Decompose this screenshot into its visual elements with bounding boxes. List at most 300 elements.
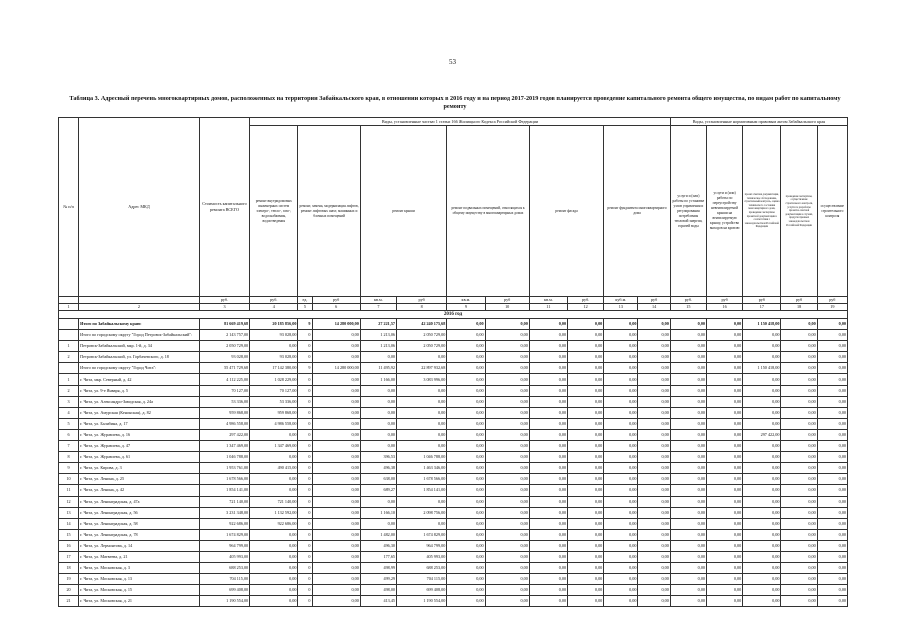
row-value-cell: 2 050 729,00	[199, 341, 249, 352]
row-address: г. Чита, ул. Матвеева, д. 21	[79, 551, 200, 562]
row-value-cell: 0,00	[670, 574, 706, 585]
row-value-cell: 0,00	[817, 574, 847, 585]
row-address: г. Чита, ул. Московская, д. 3	[79, 563, 200, 574]
row-value-cell: 0,00	[360, 352, 396, 363]
row-value-cell: 0,00	[670, 363, 706, 374]
row-value-cell: 0,00	[638, 352, 670, 363]
column-index-cell: 10	[485, 304, 529, 311]
row-value-cell: 1 463 346,00	[397, 463, 447, 474]
row-value-cell: 297 422,00	[199, 429, 249, 440]
header-address: Адрес МКД	[79, 118, 200, 297]
row-value-cell: 0,00	[312, 352, 360, 363]
row-value-cell: 42 240 175,68	[397, 319, 447, 330]
row-value-cell: 0,00	[707, 540, 743, 551]
row-value-cell: 0,00	[397, 441, 447, 452]
row-value-cell: 0,00	[604, 563, 638, 574]
column-index-cell: 17	[743, 304, 781, 311]
row-value-cell: 0,00	[312, 452, 360, 463]
row-value-cell: 0,00	[817, 441, 847, 452]
row-value-cell: 959 868,00	[199, 407, 249, 418]
row-value-cell: 0,00	[250, 596, 298, 607]
row-number: 21	[59, 596, 79, 607]
row-value-cell: 0,00	[638, 496, 670, 507]
row-value-cell: 0,00	[817, 352, 847, 363]
row-value-cell: 0,00	[568, 441, 604, 452]
row-value-cell: 0,00	[638, 463, 670, 474]
header-meters: услуги и (или) работы по установке узлов управления и регулирования потребления тепловой энергии, горячей воды	[670, 126, 706, 297]
row-value-cell: 0,00	[781, 585, 817, 596]
header-engineering: ремонт внутридомовых инженерных систем электро-, тепло-, газо-, водоснабжения, водоотведения	[250, 126, 298, 297]
row-value-cell: 0,00	[604, 374, 638, 385]
row-value-cell: 0,00	[781, 474, 817, 485]
row-value-cell: 0,00	[743, 574, 781, 585]
row-value-cell: 0,00	[817, 551, 847, 562]
row-value-cell: 0,00	[485, 452, 529, 463]
row-value-cell: 0,00	[743, 374, 781, 385]
row-value-cell: 0	[298, 529, 312, 540]
row-value-cell: 704 115,00	[199, 574, 249, 585]
row-value-cell: 0,00	[250, 540, 298, 551]
row-value-cell: 490 415,00	[250, 463, 298, 474]
table-row	[59, 529, 848, 540]
row-value-cell: 0,00	[312, 330, 360, 341]
row-value-cell: 0,00	[529, 563, 567, 574]
row-address: г. Чита, ул. Ленинградская, д. 56	[79, 507, 200, 518]
column-index-cell: 1	[59, 304, 79, 311]
row-value-cell: 0,00	[707, 563, 743, 574]
row-value-cell: 0,00	[568, 463, 604, 474]
row-address: г. Чита, ул. Ленинградская, д. 78	[79, 529, 200, 540]
row-value-cell: 0,00	[707, 429, 743, 440]
row-value-cell: 0,00	[743, 585, 781, 596]
row-value-cell: 22 897 932,68	[397, 363, 447, 374]
row-value-cell: 0,00	[568, 540, 604, 551]
row-value-cell: 0,00	[604, 407, 638, 418]
row-value-cell: 0,00	[250, 485, 298, 496]
row-value-cell: 0,00	[568, 496, 604, 507]
row-value-cell: 0,00	[781, 441, 817, 452]
row-value-cell: 0,00	[604, 363, 638, 374]
row-value-cell: 0,00	[529, 374, 567, 385]
table-row	[59, 429, 848, 440]
row-value-cell: 0,00	[529, 418, 567, 429]
row-value-cell: 0,00	[743, 529, 781, 540]
row-value-cell: 0,00	[447, 441, 485, 452]
row-value-cell: 0,00	[707, 574, 743, 585]
row-number: 5	[59, 418, 79, 429]
row-value-cell: 0	[298, 551, 312, 562]
row-value-cell: 0,00	[447, 429, 485, 440]
row-value-cell: 0,00	[568, 518, 604, 529]
row-value-cell: 0,00	[743, 540, 781, 551]
row-value-cell: 0,00	[604, 474, 638, 485]
row-value-cell: 0,00	[670, 551, 706, 562]
row-value-cell: 70 127,00	[199, 385, 249, 396]
row-value-cell: 0,00	[312, 463, 360, 474]
column-index-cell: 6	[312, 304, 360, 311]
row-value-cell: 0,00	[250, 563, 298, 574]
row-value-cell: 2 050 729,00	[397, 341, 447, 352]
row-value-cell: 1 347 469,00	[199, 441, 249, 452]
row-number: 3	[59, 396, 79, 407]
row-value-cell: 0,00	[638, 363, 670, 374]
row-value-cell: 0,00	[743, 385, 781, 396]
row-address: г. Чита, ул. Александро-Заводская, д. 24а	[79, 396, 200, 407]
row-value-cell: 0,00	[250, 474, 298, 485]
row-value-cell: 0,00	[638, 551, 670, 562]
row-value-cell: 0,00	[781, 551, 817, 562]
row-value-cell: 0,00	[529, 551, 567, 562]
row-value-cell: 0,00	[817, 407, 847, 418]
row-value-cell: 0,00	[707, 596, 743, 607]
row-value-cell: 0,00	[397, 396, 447, 407]
header-group-law: Виды, установленные частью 1 статьи 166 Жилищного Кодекса Российской Федерации	[250, 118, 671, 126]
row-value-cell: 11 495,92	[360, 363, 396, 374]
row-value-cell: 0,00	[638, 407, 670, 418]
row-number: 13	[59, 507, 79, 518]
row-value-cell: 499,29	[360, 574, 396, 585]
row-number: 11	[59, 485, 79, 496]
row-value-cell: 0,00	[707, 507, 743, 518]
row-value-cell: 964 799,00	[199, 540, 249, 551]
row-value-cell: 396,53	[360, 452, 396, 463]
unit-cell: руб	[312, 297, 360, 304]
row-value-cell: 0,00	[781, 407, 817, 418]
row-value-cell: 0	[298, 452, 312, 463]
row-value-cell: 0,00	[485, 485, 529, 496]
row-value-cell: 0,00	[604, 574, 638, 585]
row-value-cell: 0,00	[817, 319, 847, 330]
row-value-cell: 0,00	[529, 474, 567, 485]
column-index-cell: 13	[604, 304, 638, 311]
row-value-cell: 498,99	[360, 563, 396, 574]
row-number: 19	[59, 574, 79, 585]
row-value-cell: 93 028,00	[250, 330, 298, 341]
row-value-cell: 0,00	[568, 551, 604, 562]
row-value-cell: 0,00	[529, 485, 567, 496]
row-value-cell: 0,00	[707, 585, 743, 596]
header-basement: ремонт подвальных помещений, относящихся к общему имуществу в многоквартирных домах	[447, 126, 530, 297]
table-row	[59, 441, 848, 452]
column-index-cell: 19	[817, 304, 847, 311]
table-row	[59, 452, 848, 463]
row-value-cell: 70 127,00	[250, 385, 298, 396]
row-value-cell: 0,00	[781, 507, 817, 518]
row-value-cell: 0,00	[707, 418, 743, 429]
row-value-cell: 0,00	[638, 385, 670, 396]
row-value-cell: 0,00	[707, 374, 743, 385]
row-value-cell: 0,00	[743, 551, 781, 562]
row-value-cell: 0,00	[250, 551, 298, 562]
table-total-row	[59, 330, 848, 341]
row-value-cell: 1 150 418,00	[743, 363, 781, 374]
row-value-cell: 0,00	[604, 441, 638, 452]
row-value-cell: 0,00	[604, 418, 638, 429]
row-value-cell: 0,00	[447, 540, 485, 551]
row-value-cell: 0,00	[568, 396, 604, 407]
row-value-cell: 0,00	[447, 596, 485, 607]
column-index-cell: 3	[199, 304, 249, 311]
row-value-cell: 0,00	[670, 396, 706, 407]
row-value-cell: 0,00	[707, 363, 743, 374]
row-value-cell: 53 336,00	[199, 396, 249, 407]
row-number: 12	[59, 496, 79, 507]
row-value-cell: 0,00	[781, 529, 817, 540]
row-value-cell: 0,00	[568, 596, 604, 607]
row-value-cell: 0,00	[485, 585, 529, 596]
row-number: 7	[59, 441, 79, 452]
row-value-cell: 0,00	[781, 485, 817, 496]
row-number: 1	[59, 374, 79, 385]
row-value-cell: 405 993,00	[397, 551, 447, 562]
row-value-cell: 688 253,00	[397, 563, 447, 574]
row-value-cell: 0,00	[485, 441, 529, 452]
row-value-cell: 0,00	[707, 485, 743, 496]
row-value-cell: 0,00	[568, 330, 604, 341]
row-value-cell: 4 986 558,00	[250, 418, 298, 429]
header-cost: Стоимость капитального ремонта ВСЕГО	[199, 118, 249, 297]
unit-cell: руб	[485, 297, 529, 304]
row-value-cell: 0,00	[397, 429, 447, 440]
row-value-cell: 0,00	[529, 496, 567, 507]
row-value-cell: 0,00	[638, 507, 670, 518]
row-value-cell: 0,00	[529, 407, 567, 418]
row-value-cell: 0,00	[568, 574, 604, 585]
unit-cell: куб.м.	[604, 297, 638, 304]
table-total-row	[59, 319, 848, 330]
row-value-cell: 0,00	[485, 407, 529, 418]
row-value-cell: 0,00	[529, 463, 567, 474]
table-row	[59, 474, 848, 485]
row-value-cell: 0,00	[312, 551, 360, 562]
row-value-cell: 0,00	[360, 518, 396, 529]
row-value-cell: 0,00	[638, 418, 670, 429]
row-value-cell: 0,00	[670, 341, 706, 352]
row-value-cell: 0,00	[817, 474, 847, 485]
row-value-cell: 0,00	[743, 407, 781, 418]
row-value-cell: 0,00	[529, 396, 567, 407]
row-address: г. Чита, ул. Амурская (Кенонская), д. 82	[79, 407, 200, 418]
row-value-cell: 0,00	[312, 474, 360, 485]
row-value-cell: 1 482,00	[360, 529, 396, 540]
row-value-cell: 689,27	[360, 485, 396, 496]
row-value-cell: 9	[298, 363, 312, 374]
row-value-cell: 0,00	[638, 563, 670, 574]
row-value-cell: 0	[298, 441, 312, 452]
row-value-cell: 0,00	[604, 518, 638, 529]
row-value-cell: 0,00	[781, 463, 817, 474]
row-value-cell: 0,00	[397, 518, 447, 529]
row-value-cell: 0,00	[485, 396, 529, 407]
row-value-cell: 0,00	[250, 452, 298, 463]
row-value-cell: 2 098 756,00	[397, 507, 447, 518]
row-value-cell: 0,00	[604, 330, 638, 341]
row-value-cell: 0,00	[529, 363, 567, 374]
row-value-cell: 0,00	[817, 452, 847, 463]
row-value-cell: 0,00	[485, 352, 529, 363]
row-value-cell: 0	[298, 585, 312, 596]
row-value-cell: 0,00	[638, 441, 670, 452]
row-value-cell: 0,00	[568, 585, 604, 596]
row-value-cell: 0	[298, 485, 312, 496]
row-number: 10	[59, 474, 79, 485]
row-value-cell: 0,00	[781, 452, 817, 463]
table-row	[59, 407, 848, 418]
row-value-cell: 0,00	[604, 551, 638, 562]
row-value-cell: 0,00	[638, 374, 670, 385]
row-value-cell: 0,00	[670, 540, 706, 551]
row-value-cell: 0,00	[670, 507, 706, 518]
row-value-cell: 1 150 418,00	[743, 319, 781, 330]
units-row	[59, 297, 848, 304]
row-value-cell: 0,00	[707, 496, 743, 507]
column-index-cell: 12	[568, 304, 604, 311]
header-num: № п/п	[59, 118, 79, 297]
header-foundation: ремонт фундамента многоквартирного дома	[604, 126, 671, 297]
row-value-cell: 0,00	[638, 518, 670, 529]
table-body	[59, 319, 848, 607]
header-elevators: ремонт, замена, модернизация лифтов, ремонт лифтовых шахт, машинных и блочных помещений	[298, 126, 360, 297]
row-value-cell: 0,00	[447, 418, 485, 429]
row-value-cell: 0,00	[743, 485, 781, 496]
row-number: 4	[59, 407, 79, 418]
row-value-cell: 0,00	[817, 363, 847, 374]
row-value-cell: 0,00	[485, 319, 529, 330]
row-value-cell: 0,00	[529, 507, 567, 518]
row-value-cell: 0,00	[360, 496, 396, 507]
unit-cell: руб	[781, 297, 817, 304]
row-value-cell: 0,00	[604, 385, 638, 396]
row-value-cell: 0,00	[670, 463, 706, 474]
row-value-cell: 0	[298, 496, 312, 507]
row-value-cell: 0,00	[781, 418, 817, 429]
row-value-cell: 0,00	[529, 529, 567, 540]
row-value-cell: 0,00	[817, 518, 847, 529]
row-address: г. Чита, ул. Ленинградская, д. 47а	[79, 496, 200, 507]
row-value-cell: 4 986 558,00	[199, 418, 249, 429]
row-value-cell: 0,00	[312, 418, 360, 429]
row-value-cell: 0,00	[743, 441, 781, 452]
row-value-cell: 0,00	[707, 396, 743, 407]
row-value-cell: 0,00	[447, 363, 485, 374]
row-value-cell: 0,00	[781, 596, 817, 607]
row-value-cell: 0,00	[485, 385, 529, 396]
row-value-cell: 0,00	[250, 341, 298, 352]
row-value-cell: 0,00	[529, 352, 567, 363]
row-value-cell: 0,00	[638, 429, 670, 440]
row-value-cell: 0,00	[638, 585, 670, 596]
row-value-cell: 53 336,00	[250, 396, 298, 407]
row-value-cell: 0	[298, 540, 312, 551]
row-value-cell: 0	[298, 474, 312, 485]
header-roof: ремонт крыши	[360, 126, 447, 297]
row-value-cell: 0	[298, 463, 312, 474]
row-value-cell: 0,00	[604, 352, 638, 363]
row-value-cell: 1 854 141,00	[397, 485, 447, 496]
row-value-cell: 0,00	[604, 319, 638, 330]
row-number	[59, 330, 79, 341]
row-value-cell: 0,00	[447, 563, 485, 574]
row-value-cell: 1 190 554,00	[199, 596, 249, 607]
row-value-cell: 0,00	[604, 341, 638, 352]
row-value-cell: 0,00	[638, 474, 670, 485]
row-value-cell: 0,00	[743, 563, 781, 574]
row-value-cell: 0,00	[397, 496, 447, 507]
row-value-cell: 1 213,06	[360, 330, 396, 341]
row-address: Петровск-Забайкальский, мкр. 1-й, д. 34	[79, 341, 200, 352]
row-value-cell: 0,00	[743, 518, 781, 529]
row-value-cell: 0,00	[360, 429, 396, 440]
row-value-cell: 0	[298, 330, 312, 341]
row-address: Итого по городскому округу "Город Петровск-Забайкальский":	[79, 330, 200, 341]
row-value-cell: 1 046 788,00	[397, 452, 447, 463]
row-value-cell: 0,00	[447, 496, 485, 507]
row-value-cell: 0,00	[743, 330, 781, 341]
row-value-cell: 0,00	[670, 518, 706, 529]
row-value-cell: 0,00	[781, 429, 817, 440]
row-number: 9	[59, 463, 79, 474]
column-index-cell: 18	[781, 304, 817, 311]
table-row	[59, 463, 848, 474]
row-value-cell: 0,00	[360, 441, 396, 452]
row-value-cell: 0,00	[707, 518, 743, 529]
row-address: г. Чита, мкр. Северный, д. 42	[79, 374, 200, 385]
row-value-cell: 699 408,00	[199, 585, 249, 596]
row-value-cell: 0,00	[397, 407, 447, 418]
column-index-cell: 4	[250, 304, 298, 311]
row-value-cell: 0,00	[447, 518, 485, 529]
row-value-cell: 4 112 225,00	[199, 374, 249, 385]
row-value-cell: 0,00	[250, 429, 298, 440]
row-address: г. Чита, ул. Московская, д. 15	[79, 585, 200, 596]
row-address: г. Чита, ул. Кирова, д. 3	[79, 463, 200, 474]
column-index-cell: 16	[707, 304, 743, 311]
table-title: Таблица 3. Адресный перечень многоквартирных домов, расположенных на территории Забайкальского края, в отношении которых в 2016 году и на период 2017-2019 годов планируется проведение капитального ремонта общего имущества, по видам работ по капитальному ремонту	[69, 95, 841, 110]
row-value-cell: 0,00	[312, 585, 360, 596]
row-value-cell: 0,00	[707, 341, 743, 352]
row-number: 2	[59, 385, 79, 396]
row-value-cell: 55 471 729,68	[199, 363, 249, 374]
table-row	[59, 540, 848, 551]
row-value-cell: 922 686,00	[250, 518, 298, 529]
row-value-cell: 0,00	[312, 518, 360, 529]
row-value-cell: 0,00	[312, 485, 360, 496]
table-row	[59, 585, 848, 596]
row-value-cell: 0,00	[670, 441, 706, 452]
row-value-cell: 0,00	[568, 529, 604, 540]
row-value-cell: 0,00	[604, 452, 638, 463]
row-value-cell: 0,00	[743, 452, 781, 463]
column-index-cell: 11	[529, 304, 567, 311]
row-address: Итого по Забайкальскому краю:	[79, 319, 200, 330]
row-value-cell: 0,00	[485, 496, 529, 507]
row-value-cell: 0,00	[604, 429, 638, 440]
row-value-cell: 1 678 566,00	[397, 474, 447, 485]
row-value-cell: 2 050 729,00	[397, 330, 447, 341]
row-value-cell: 0,00	[312, 429, 360, 440]
row-value-cell: 1 678 566,00	[199, 474, 249, 485]
row-value-cell: 3 231 348,00	[199, 507, 249, 518]
unit-cell: руб.	[199, 297, 249, 304]
row-value-cell: 0,00	[670, 385, 706, 396]
row-value-cell: 0,00	[485, 596, 529, 607]
row-value-cell: 0,00	[312, 441, 360, 452]
row-value-cell: 1 674 829,00	[397, 529, 447, 540]
row-value-cell: 0,00	[670, 407, 706, 418]
row-value-cell: 721 140,00	[250, 496, 298, 507]
row-value-cell: 0,00	[447, 341, 485, 352]
header-control: осуществление строительного контроля	[817, 126, 847, 297]
